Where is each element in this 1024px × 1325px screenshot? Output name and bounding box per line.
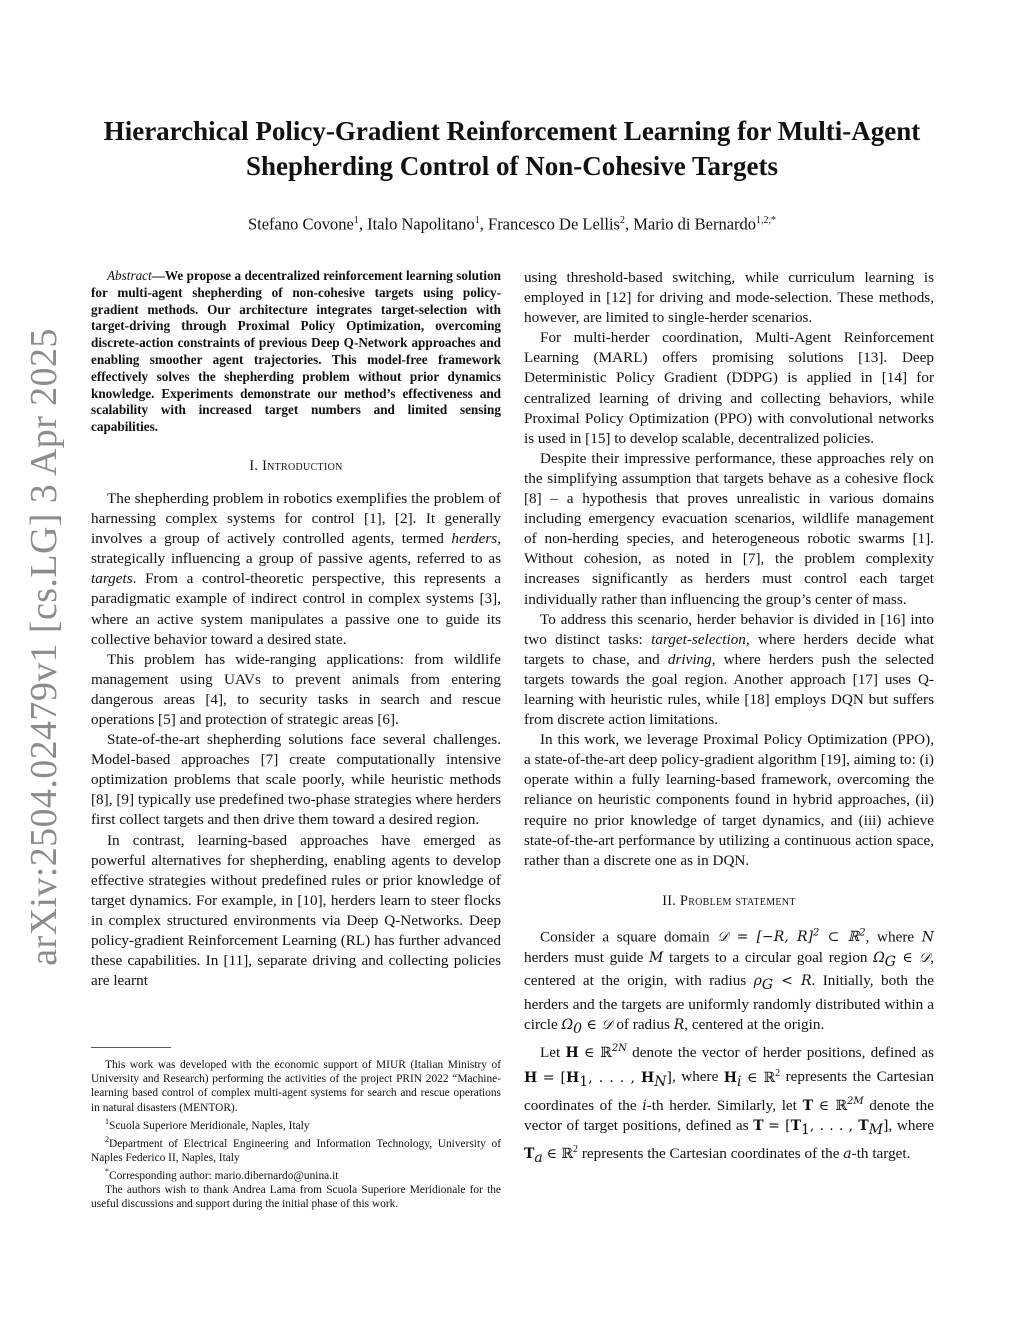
text-run: -th herder. Similarly, let: [646, 1096, 803, 1114]
footnote-text: Department of Electrical Engineering and Information Technology, University of Naples Federico II, Naples, Italy: [91, 1137, 501, 1164]
math-expression: $\Omega_0$ ∈ 𝒟: [561, 1017, 613, 1038]
intro-paragraph-4: In contrast, learning-based approaches have emerged as powerful alternatives for shepherding, enabling agents to develop effective strategies without predefined rules or prior knowledge of target dynamics. For example, in [10], herders learn to steer flocks in complex structured environments via Deep Q-Networks. Deep policy-gradient Reinforcement Learning (RL) has further advanced these capabilities. In [11], separate driving and collecting policies are learnt: [91, 831, 501, 990]
math-expression: $T_a$ ∈ ℝ$^2$: [524, 1143, 579, 1167]
text-run: . Initially, both the herders and the targets are uniformly randomly distributed within a circle: [524, 972, 934, 1034]
footnote-rule: [91, 1047, 171, 1048]
section-heading-introduction: [91, 458, 501, 475]
author-separator: ,: [624, 214, 634, 234]
text-run: , centered at the origin, with radius: [524, 948, 935, 990]
math-expression: M: [649, 949, 664, 966]
footnote-funding: This work was developed with the economic support of MIUR (Italian Ministry of University and Research) performing the activities of the project PRIN 2022 “Machine-learning based control of complex multi-agent systems for search and rescue operations in natural disasters (MENTOR).: [91, 1059, 501, 1114]
intro-paragraph-3: State-of-the-art shepherding solutions face several challenges. Model-based approaches [7] create computationally intensive optimization problems that scale poorly, while heuristic methods [8], [9] typically use predefined two-phase strategies where herders first collect targets and then drive them toward a desired region.: [91, 731, 501, 829]
text-run: The shepherding problem in robotics exemplifies the problem of harnessing complex systems for control [1], [2]. It generally involves a group of actively controlled agents, termed: [91, 489, 501, 548]
problem-paragraph-2: [524, 1039, 934, 1168]
footnote-mark: 2: [105, 1134, 109, 1144]
math-expression: $T = [T_1$, . . . , $T_M$]: [753, 1117, 889, 1138]
text-run: -th target.: [851, 1145, 911, 1163]
text-run: , where: [671, 1068, 724, 1086]
section-number: II.: [662, 892, 677, 909]
author-affiliation: 1: [353, 215, 359, 226]
abstract: [91, 268, 501, 436]
footnote-text: Scuola Superiore Meridionale, Naples, Italy: [109, 1119, 310, 1132]
intro-paragraph-2: This problem has wide-ranging applications: from wildlife management using UAVs to prevent animals from entering dangerous areas [4], to security tasks in search and rescue operations [5] and protection of strategic areas [6].: [91, 650, 501, 728]
footnote-affiliation-2: [91, 1133, 501, 1165]
math-expression: T ∈ ℝ$^{2M}$: [802, 1095, 864, 1114]
math-expression: $H = [H_1$, . . . , $H_N$]: [524, 1069, 672, 1090]
section-number: I.: [249, 457, 259, 474]
math-expression: a: [843, 1146, 852, 1163]
problem-paragraph-1: [524, 924, 934, 1040]
text-run: Let: [540, 1044, 566, 1062]
section-heading-problem-statement: [524, 893, 934, 910]
author-name: Italo Napolitano: [367, 214, 475, 234]
right-column: [524, 268, 934, 1168]
footnote-affiliation-1: [91, 1115, 501, 1133]
emphasis: target-selection: [651, 630, 746, 648]
text-run: , where: [888, 1116, 934, 1134]
abstract-text: —We propose a decentralized reinforcement learning solution for multi-agent shepherding of non-cohesive targets using policy-gradient methods. Our architecture integrates target-selection with target-driving through Proximal Policy Optimization, overcoming discrete-action constraints of previous Deep Q-Network approaches and enabling smoother agent trajectories. This model-free framework effectively solves the shepherding problem without prior dynamics knowledge. Experiments demonstrate our method’s effectiveness and scalability with increased target numbers and limited sensing capabilities.: [91, 268, 501, 435]
text-run: represents the Cartesian coordinates of the: [524, 1068, 934, 1114]
intro-paragraph-1: [91, 489, 501, 650]
math-expression: 𝒟 = [−R, R]$^2$ ⊂ ℝ$^2$: [717, 927, 866, 946]
paper-title: Hierarchical Policy-Gradient Reinforcement Learning for Multi-Agent Shepherding Control of Non-Cohesive Targets: [103, 116, 921, 181]
author-separator: ,: [479, 214, 489, 234]
footnote-text: Corresponding author: mario.dibernardo@unina.it: [109, 1169, 339, 1182]
text-run: represents the Cartesian coordinates of the: [578, 1145, 844, 1163]
footnote-corresponding: [91, 1165, 501, 1183]
text-run: , strategically influencing a group of passive agents, referred to as: [91, 530, 501, 568]
footnote-thanks: The authors wish to thank Andrea Lama from Scuola Superiore Meridionale for the useful discussions and support during the initial phase of this work.: [91, 1184, 501, 1211]
text-run: , where: [865, 928, 922, 946]
section-title: Introduction: [262, 457, 343, 474]
text-run: , where herders push the selected targets towards the goal region. Another approach [17] uses Q-learning with heuristic rules, while [18] employs DQN but suffers from discrete action limitations.: [524, 650, 934, 729]
author-name: Francesco De Lellis: [488, 214, 620, 234]
text-run: targets to a circular goal region: [663, 948, 874, 966]
math-expression: R: [673, 1017, 685, 1034]
section-title: Problem statement: [680, 892, 796, 909]
text-run: denote the vector of target positions, defined as: [524, 1096, 935, 1134]
abstract-label: Abstract: [107, 268, 152, 283]
text-run: . From a control-theoretic perspective, this represents a paradigmatic example of indirect control in complex systems [3], where an active system manipulates a passive one to guide its collective behavior toward a desired state.: [91, 570, 501, 648]
text-run: , centered at the origin.: [684, 1016, 825, 1034]
left-column: [91, 268, 501, 991]
math-expression: $\Omega_G$ ∈ 𝒟: [873, 949, 931, 970]
emphasis: herders: [451, 530, 498, 548]
intro-paragraph-4-continued: using threshold-based switching, while curriculum learning is employed in [12] for driving and mode-selection. These methods, however, are limited to single-herder scenarios.: [524, 269, 934, 327]
emphasis: targets: [91, 570, 133, 588]
intro-paragraph-5: For multi-herder coordination, Multi-Agent Reinforcement Learning (MARL) offers promising solutions [13]. Deep Deterministic Policy Gradient (DDPG) is applied in [14] for centralized learning of driving and collecting behaviors, while Proximal Policy Optimization (PPO) with convolutional networks is used in [15] to develop scalable, decentralized policies.: [524, 329, 934, 447]
footnotes: [91, 1058, 501, 1211]
author-list: [70, 210, 954, 236]
text-run: denote the vector of herder positions, defined as: [626, 1044, 935, 1062]
intro-paragraph-8: In this work, we leverage Proximal Policy Optimization (PPO), a state-of-the-art deep policy-gradient algorithm [19], aiming to: (i) operate within a fully learning-based framework, overcoming the reliance on heuristic components found in hybrid approaches, (ii) require no prior knowledge of target dynamics, and (iii) achieve state-of-the-art performance by utilizing a continuous action space, rather than a discrete one as in DQN.: [524, 731, 934, 869]
text-run: herders must guide: [524, 948, 650, 966]
arxiv-identifier: arXiv:2504.02479v1 [cs.LG] 3 Apr 2025: [23, 328, 65, 966]
footnote-mark: *: [105, 1167, 109, 1177]
math-expression: $\rho_G < R$: [753, 973, 812, 994]
author-affiliation: 2: [619, 215, 625, 226]
intro-paragraph-6: Despite their impressive performance, these approaches rely on the simplifying assumption that targets behave as a cohesive flock [8] – a hypothesis that proves unrealistic in various domains including emergency evacuation scenarios, wildlife management of non-herding species, and heterogeneous robotic swarms [1]. Without cohesion, as noted in [7], the problem complexity increases significantly as herders must control each target individually rather than influencing the group’s center of mass.: [524, 449, 934, 608]
footnote-mark: 1: [105, 1116, 109, 1126]
math-expression: H ∈ ℝ$^{2N}$: [565, 1043, 627, 1062]
author-separator: ,: [358, 214, 368, 234]
math-expression: $H_i$ ∈ ℝ$^2$: [723, 1067, 781, 1090]
text-run: , where herders decide what targets to chase, and: [524, 630, 935, 668]
math-expression: i: [642, 1097, 647, 1114]
math-expression: N: [921, 929, 934, 946]
text-run: of radius: [612, 1016, 674, 1034]
author-affiliation: 1,2,*: [756, 215, 777, 226]
author-name: Stefano Covone: [247, 214, 354, 234]
text-run: To address this scenario, herder behavior is divided in [16] into two distinct tasks:: [524, 610, 934, 648]
author-name: Mario di Bernardo: [633, 214, 757, 234]
emphasis: driving: [667, 650, 712, 668]
intro-paragraph-7: [524, 610, 934, 731]
author-affiliation: 1: [474, 215, 480, 226]
text-run: Consider a square domain: [540, 928, 718, 946]
